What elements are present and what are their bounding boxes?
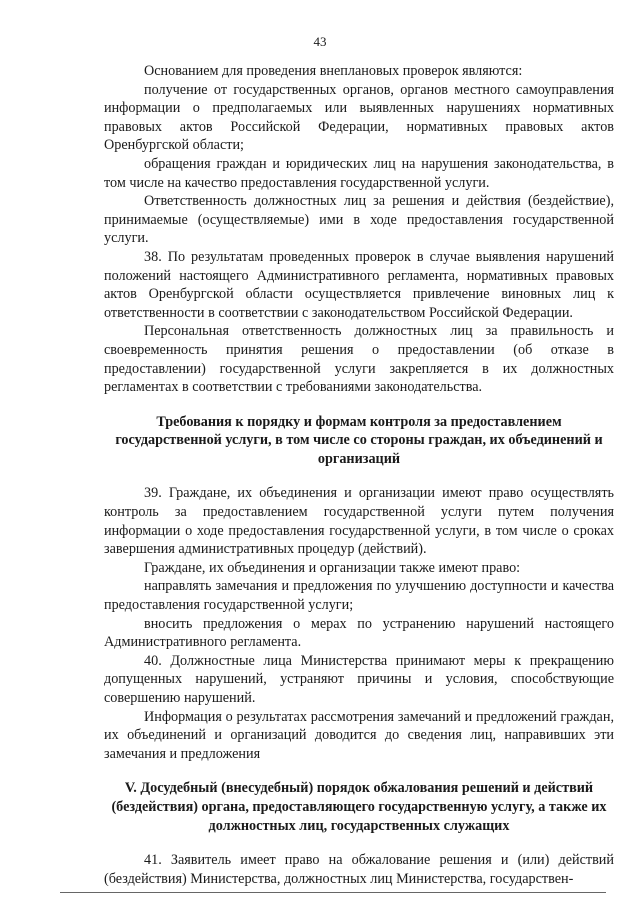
paragraph: вносить предложения о мерах по устранению нарушений настоящего Административного регламента.: [104, 615, 614, 651]
paragraph: Ответственность должностных лиц за решения и действия (бездействие), принимаемые (осуществляемые) ими в ходе предоставления государственной услуги.: [104, 193, 614, 247]
paragraph: 38. По результатам проведенных проверок в случае выявления нарушений положений настоящего Административного регламента, нормативных правовых актов Оренбургской области осуществляется привлечение виновных лиц к ответственности в соответствии с законодательством Российской Федерации.: [104, 248, 614, 321]
section-heading-control-requirements: Требования к порядку и формам контроля за предоставлением государственной услуги, в том числе со стороны граждан, их объединений и организаций: [115, 413, 603, 467]
page-bottom-rule: [60, 892, 606, 893]
paragraph: получение от государственных органов, органов местного самоуправления информации о предполагаемых или выявленных нарушениях нормативных правовых актов Российской Федерации, нормативных правовых актов Оренбургской области;: [104, 81, 614, 154]
paragraph: 39. Граждане, их объединения и организации имеют право осуществлять контроль за предоставлением государственной услуги путем получения информации о ходе предоставления государственной услуги, в том числе о сроках завершения административных процедур (действий).: [104, 485, 614, 558]
paragraph: обращения граждан и юридических лиц на нарушения законодательства, в том числе на качество предоставления государственной услуги.: [104, 155, 614, 191]
paragraph: Персональная ответственность должностных лиц за правильность и своевременность принятия решения о предоставлении (об отказе в предоставлении) государственной услуги закрепляется в их должностных регламентах в соответствии с требованиями законодательства.: [104, 323, 614, 396]
section-heading-appeal-procedure: V. Досудебный (внесудебный) порядок обжалования решений и действий (бездействия) органа, предоставляющего государственную услугу, а также их должностных лиц, государственных служащих: [111, 780, 607, 834]
page-number: 43: [313, 34, 327, 49]
paragraph: Основанием для проведения внеплановых проверок являются:: [144, 63, 523, 79]
paragraph: 41. Заявитель имеет право на обжалование решения и (или) действий (бездействия) Министерства, должностных лиц Министерства, государствен-: [104, 852, 614, 887]
document-body: [104, 62, 614, 888]
paragraph: направлять замечания и предложения по улучшению доступности и качества предоставления государственной услуги;: [104, 578, 614, 614]
paragraph: Информация о результатах рассмотрения замечаний и предложений граждан, их объединений и организаций доводится до сведения лиц, направивших эти замечания и предложения: [104, 708, 614, 762]
paragraph: 40. Должностные лица Министерства принимают меры к прекращению допущенных нарушений, устраняют причины и условия, способствующие совершению нарушений.: [104, 652, 614, 706]
paragraph: Граждане, их объединения и организации также имеют право:: [144, 559, 521, 576]
